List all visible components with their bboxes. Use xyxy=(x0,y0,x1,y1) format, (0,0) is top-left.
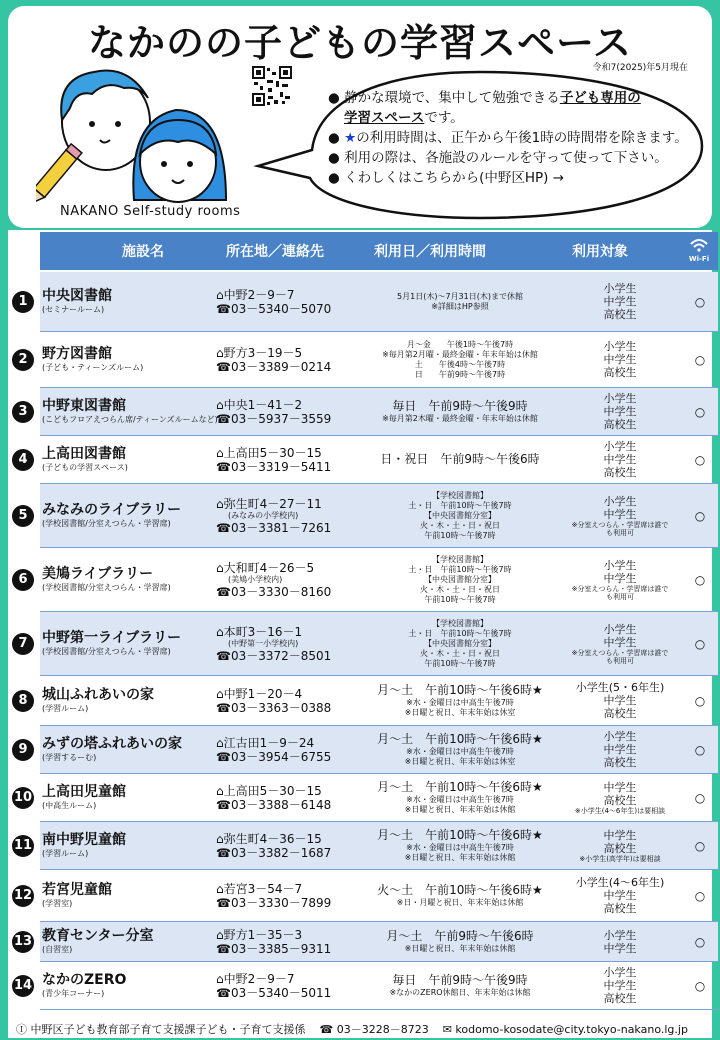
target-item: 小学生 xyxy=(603,282,637,295)
target-note: ※小学生(4～6年生)は要相談 xyxy=(574,806,666,815)
address-line: ⌂江古田1－9－24 xyxy=(216,735,315,750)
row-number: 2 xyxy=(12,349,34,371)
email-line[interactable]: ✉ kodomo-kosodate@city.tokyo-nakano.lg.jp xyxy=(442,1022,688,1036)
facility-room: (青少年コーナー) xyxy=(42,989,105,998)
phone-icon: ☎ xyxy=(216,985,231,1000)
facility-room: (中高生ルーム) xyxy=(42,801,97,810)
wifi-available: ○ xyxy=(694,934,706,949)
target-item: 高校生 xyxy=(603,707,637,720)
wifi-available: ○ xyxy=(694,693,706,708)
phone-icon: ☎ xyxy=(216,520,231,535)
address-line: ⌂中野2－9－7 xyxy=(216,287,295,302)
hours-main: 日・祝日 午前9時～午後6時 xyxy=(380,452,540,466)
target-item: 中学生 xyxy=(603,571,637,585)
facility-room: (学習ルーム) xyxy=(42,849,89,858)
address-line: ⌂野方3－19－5 xyxy=(216,345,303,360)
address-line: ⌂中央1－41－2 xyxy=(216,397,303,412)
hours-main: 月～土 午前10時～午後6時★ xyxy=(377,780,543,794)
wifi-available: ○ xyxy=(694,888,706,903)
hours-note: 【学校図書館】 xyxy=(432,490,488,500)
table-row xyxy=(18,272,718,332)
facility-contact xyxy=(216,625,376,663)
facility-contact xyxy=(216,784,376,812)
address-line: ⌂本町3－16－1 xyxy=(216,624,303,639)
hours-note: ※日曜と祝日、年末年始は休室 xyxy=(404,708,516,717)
hours-main: 月～土 午前10時～午後6時★ xyxy=(377,732,543,746)
facility-target xyxy=(570,495,670,537)
facility-title: 若宮児童館 xyxy=(42,882,112,898)
facility-hours xyxy=(376,732,544,767)
facility-title: みなみのライブラリー xyxy=(42,502,182,518)
phone-line[interactable]: ☎03－3382－1687 xyxy=(216,845,332,860)
col-target: 利用対象 xyxy=(572,244,628,260)
dept-line: Ⓘ 中野区子ども教育部子育て支援課子ども・子育て支援係 xyxy=(16,1023,306,1036)
phone-line[interactable]: ☎03－3954－6755 xyxy=(216,749,332,764)
col-wifi: Wi-Fi xyxy=(680,238,718,264)
facility-contact xyxy=(216,497,376,535)
phone-line[interactable]: ☎03－3389－0214 xyxy=(216,359,332,374)
facility-name xyxy=(42,566,224,593)
target-item: 小学生 xyxy=(603,392,637,405)
target-item: 高校生 xyxy=(603,756,637,769)
row-number: 11 xyxy=(12,835,34,857)
address-line: ⌂野方1－35－3 xyxy=(216,927,303,942)
home-icon: ⌂ xyxy=(216,735,224,750)
facility-name xyxy=(42,832,224,859)
phone-line[interactable]: ☎03－3363－0388 xyxy=(216,700,332,715)
facility-title: なかのZERO xyxy=(42,972,127,988)
wifi-available: ○ xyxy=(694,838,706,853)
facility-hours xyxy=(376,399,544,424)
facility-title: 南中野児童館 xyxy=(42,832,126,848)
phone-line[interactable]: ☎03－5340－5011 xyxy=(216,985,332,1000)
speech-bubble xyxy=(252,66,708,224)
target-note: ※分室えつらん・学習席は誰でも利用可 xyxy=(571,584,669,601)
hours-note: 午前10時～午後7時 xyxy=(424,530,496,540)
info-line-2: 学習スペースです。 xyxy=(344,110,464,126)
home-icon: ⌂ xyxy=(216,831,224,846)
home-icon: ⌂ xyxy=(216,783,224,798)
star-icon: ★ xyxy=(344,130,357,146)
phone-icon: ☎ xyxy=(216,648,231,663)
target-item: 高校生 xyxy=(603,418,637,431)
home-icon: ⌂ xyxy=(216,560,224,575)
hours-note: 5月1日(木)～7月31日(木)まで休館 xyxy=(397,291,523,301)
target-item: 小学生 xyxy=(603,494,637,508)
facility-contact xyxy=(216,446,376,474)
hours-note: ※日曜と祝日、年末年始は休館 xyxy=(404,853,516,862)
target-item: 小学生 xyxy=(603,928,637,942)
table-row xyxy=(18,388,718,436)
hours-main: 毎日 午前9時～午後9時 xyxy=(392,973,528,987)
row-number: 7 xyxy=(12,633,34,655)
phone-line[interactable]: ☎03－5340－5070 xyxy=(216,301,332,316)
hours-main: 火～土 午前10時～午後6時★ xyxy=(377,883,543,897)
hours-note: 日 午前9時～午後7時 xyxy=(414,369,506,379)
facility-name xyxy=(42,928,224,955)
phone-line[interactable]: ☎03－3319－5411 xyxy=(216,459,332,474)
target-item: 高校生 xyxy=(603,841,637,855)
header-panel xyxy=(8,6,712,228)
facility-contact xyxy=(216,736,376,764)
row-number: 9 xyxy=(12,739,34,761)
hours-note: 【中央図書館分室】 xyxy=(424,510,496,520)
table-row xyxy=(18,726,718,774)
table-row xyxy=(13,870,718,922)
facility-target xyxy=(570,559,670,601)
target-item: 中学生 xyxy=(603,507,637,521)
target-item: 中学生 xyxy=(603,941,637,955)
address-line: ⌂弥生町4－27－11 xyxy=(216,496,322,511)
footer xyxy=(8,1020,712,1038)
target-item: 小学生(4～6年生) xyxy=(575,876,665,889)
table-row xyxy=(18,436,718,484)
target-item: 小学生 xyxy=(603,558,637,572)
phone-icon: ☎ xyxy=(216,700,231,715)
facility-title: 中央図書館 xyxy=(42,288,112,304)
facility-room: (子どもの学習スペース) xyxy=(42,463,128,472)
hours-main: 月～土 午前10時～午後6時★ xyxy=(377,683,543,697)
phone-line[interactable]: ☎03－3330－7899 xyxy=(216,895,332,910)
facility-room: (こどもフロアえつらん席/ティーンズルームなど) xyxy=(42,415,218,424)
facility-hours xyxy=(376,491,544,541)
facility-name xyxy=(42,687,224,714)
wifi-available: ○ xyxy=(694,294,706,309)
facility-target xyxy=(570,829,670,863)
address-line: ⌂若宮3－54－7 xyxy=(216,881,303,896)
qr-code-icon[interactable] xyxy=(252,66,292,106)
facility-hours xyxy=(376,452,544,467)
hours-note: ※毎月第2月曜・最終金曜・年末年始は休館 xyxy=(382,349,538,359)
phone-icon: ☎ xyxy=(216,797,231,812)
info-line-4: ● 利用の際は、各施設のルールを守って使って下さい。 xyxy=(328,150,668,166)
facility-room: (自習室) xyxy=(42,945,73,954)
hours-note: ※毎月第2木曜・最終金曜・年末年始は休館 xyxy=(382,414,538,423)
home-icon: ⌂ xyxy=(216,686,224,701)
row-number: 3 xyxy=(12,401,34,423)
phone-line[interactable]: ☎03－3388－6148 xyxy=(216,797,332,812)
facility-title: 美鳩ライブラリー xyxy=(42,566,154,582)
phone-line[interactable]: ☎03－3372－8501 xyxy=(216,648,332,663)
table-row xyxy=(18,484,718,548)
target-item: 中学生 xyxy=(603,353,637,366)
facility-hours xyxy=(376,555,544,605)
hours-note: 火・木・土・日・祝日 xyxy=(420,584,500,594)
hours-note: 月～金 午後1時～午後7時 xyxy=(406,339,514,349)
facility-contact xyxy=(216,398,376,426)
phone-icon: ☎ xyxy=(216,845,231,860)
table-row xyxy=(13,822,718,870)
facility-name xyxy=(42,502,224,529)
target-item: 小学生 xyxy=(603,730,637,743)
phone-icon: ☎ xyxy=(216,749,231,764)
info-line-5: ● くわしくはこちらから(中野区HP) → xyxy=(328,170,564,186)
hours-note: 火・木・土・日・祝日 xyxy=(420,520,500,530)
phone-icon: ☎ xyxy=(216,941,231,956)
facility-contact xyxy=(216,346,376,374)
hours-note: 午前10時～午後7時 xyxy=(424,658,496,668)
info-lines xyxy=(328,88,708,188)
hours-note: ※水・金曜日は中高生午後7時 xyxy=(406,698,514,707)
table-row xyxy=(18,676,718,726)
row-number: 12 xyxy=(12,885,34,907)
address-line: ⌂大和町4－26－5 xyxy=(216,560,315,575)
home-icon: ⌂ xyxy=(216,927,224,942)
phone-icon: ☎ xyxy=(216,301,231,316)
facility-name xyxy=(42,736,224,763)
target-note: ※小学生(高学年)は要相談 xyxy=(579,854,661,863)
target-item: 中学生 xyxy=(603,979,637,992)
facility-hours xyxy=(376,780,544,815)
table-row xyxy=(18,332,718,388)
hours-note: 火・木・土・日・祝日 xyxy=(420,648,500,658)
phone-icon: ☎ xyxy=(216,411,231,426)
facility-title: 教育センター分室 xyxy=(42,928,154,944)
children-illustration xyxy=(36,50,246,210)
address-note: (美鳩小学校内) xyxy=(228,574,283,584)
phone-line[interactable]: ☎03－3381－7261 xyxy=(216,520,332,535)
target-item: 中学生 xyxy=(603,635,637,649)
table-row xyxy=(13,962,718,1010)
facility-hours xyxy=(376,973,544,998)
col-name: 施設名 xyxy=(122,244,164,260)
facility-title: みずの塔ふれあいの家 xyxy=(42,736,182,752)
home-icon: ⌂ xyxy=(216,287,224,302)
wifi-icon xyxy=(689,238,709,252)
target-item: 中学生 xyxy=(603,295,637,308)
row-number: 4 xyxy=(12,449,34,471)
hours-note: ※日曜と祝日、年末年始は休館 xyxy=(404,805,516,814)
table-row xyxy=(18,612,718,676)
target-item: 小学生 xyxy=(603,340,637,353)
table-row xyxy=(18,548,718,612)
facility-room: (セミナールーム) xyxy=(42,305,105,314)
hours-note: ※水・金曜日は中高生午後7時 xyxy=(406,795,514,804)
facility-name xyxy=(42,346,224,373)
address-line: ⌂上高田5－30－15 xyxy=(216,445,322,460)
wifi-available: ○ xyxy=(694,352,706,367)
facility-target xyxy=(570,929,670,955)
facility-target xyxy=(570,340,670,379)
facility-room: (学習するーむ) xyxy=(42,753,97,762)
hours-note: 土・日 午前10時～午後7時 xyxy=(408,564,512,574)
facility-name xyxy=(42,972,224,999)
wifi-available: ○ xyxy=(694,572,706,587)
target-item: 中学生 xyxy=(603,405,637,418)
wifi-available: ○ xyxy=(694,978,706,993)
target-item: 中学生 xyxy=(603,889,637,902)
facility-title: 中野東図書館 xyxy=(42,398,126,414)
row-number: 6 xyxy=(12,569,34,591)
phone-icon: ☎ xyxy=(216,459,231,474)
facility-title: 上高田児童館 xyxy=(42,784,126,800)
phone-line[interactable]: ☎03－3385－9311 xyxy=(216,941,332,956)
hours-note: 午前10時～午後7時 xyxy=(424,594,496,604)
wifi-available: ○ xyxy=(694,790,706,805)
facility-hours xyxy=(376,828,544,863)
facility-room: (学校図書館/分室えつらん・学習席) xyxy=(42,519,171,528)
facility-title: 野方図書館 xyxy=(42,346,112,362)
col-address: 所在地／連絡先 xyxy=(226,244,324,260)
facility-hours xyxy=(376,683,544,718)
hours-note: 土・日 午前10時～午後7時 xyxy=(408,500,512,510)
phone-icon: ☎ xyxy=(216,359,231,374)
facility-contact xyxy=(216,561,376,599)
target-item: 中学生 xyxy=(603,743,637,756)
hours-note: 【中央図書館分室】 xyxy=(424,638,496,648)
facility-room: (学校図書館/分室えつらん・学習席) xyxy=(42,647,171,656)
row-number: 8 xyxy=(12,690,34,712)
phone-icon: ☎ xyxy=(216,895,231,910)
address-line: ⌂中野2－9－7 xyxy=(216,971,295,986)
facility-target xyxy=(570,876,670,915)
facility-hours xyxy=(376,929,544,954)
home-icon: ⌂ xyxy=(216,881,224,896)
target-item: 小学生 xyxy=(603,966,637,979)
target-item: 小学生 xyxy=(603,622,637,636)
facility-contact xyxy=(216,882,376,910)
col-hours: 利用日／利用時間 xyxy=(374,244,486,260)
facility-table xyxy=(8,230,712,1020)
facility-room: (子ども・ティーンズルーム) xyxy=(42,363,144,372)
home-icon: ⌂ xyxy=(216,445,224,460)
facility-target xyxy=(570,392,670,431)
target-item: 中学生 xyxy=(603,694,637,707)
facility-name xyxy=(42,630,224,657)
hours-note: 【学校図書館】 xyxy=(432,618,488,628)
hours-note: ※日曜と祝日、年末年始は休館 xyxy=(404,944,516,953)
target-item: 中学生 xyxy=(603,453,637,466)
facility-target xyxy=(570,730,670,769)
hours-note: ※詳細はHP参照 xyxy=(431,301,489,311)
target-item: 小学生(5・6年生) xyxy=(575,681,665,694)
home-icon: ⌂ xyxy=(216,496,224,511)
address-note: (中野第一小学校内) xyxy=(228,638,299,648)
facility-title: 中野第一ライブラリー xyxy=(42,630,182,646)
phone-line[interactable]: ☎03－5937－3559 xyxy=(216,411,332,426)
wifi-available: ○ xyxy=(694,404,706,419)
facility-target xyxy=(570,623,670,665)
target-item: 高校生 xyxy=(603,308,637,321)
phone-line[interactable]: ☎03－3330－8160 xyxy=(216,584,332,599)
facility-target xyxy=(570,440,670,479)
target-item: 小学生 xyxy=(603,440,637,453)
target-note: ※分室えつらん・学習席は誰でも利用可 xyxy=(571,520,669,537)
as-of-date: 令和7(2025)年5月現在 xyxy=(592,63,688,73)
hours-note: ※なかのZERO休館日、年末年始は休館 xyxy=(389,988,531,997)
hours-note: 土・日 午前10時～午後7時 xyxy=(408,628,512,638)
facility-hours xyxy=(376,292,544,312)
info-line-1: ● 静かな環境で、集中して勉強できる子ども専用の xyxy=(328,90,641,106)
hours-note: ※水・金曜日は中高生午後7時 xyxy=(406,747,514,756)
facility-name xyxy=(42,784,224,811)
facility-room: (学習室) xyxy=(42,899,73,908)
page-title: なかのの子どもの学習スペース xyxy=(87,21,633,65)
row-number: 14 xyxy=(12,975,34,997)
hours-note: ※水・金曜日は中高生午後7時 xyxy=(406,843,514,852)
facility-name xyxy=(42,446,224,473)
facility-target xyxy=(570,282,670,321)
target-item: 高校生 xyxy=(603,366,637,379)
row-number: 5 xyxy=(12,505,34,527)
hours-note: 【中央図書館分室】 xyxy=(424,574,496,584)
facility-contact xyxy=(216,972,376,1000)
facility-hours xyxy=(376,883,544,908)
phone-icon: ☎ xyxy=(216,584,231,599)
hours-note: 【学校図書館】 xyxy=(432,554,488,564)
wifi-available: ○ xyxy=(694,508,706,523)
home-icon: ⌂ xyxy=(216,397,224,412)
facility-target xyxy=(570,781,670,815)
facility-name xyxy=(42,288,224,315)
hours-note: ※日・月曜と祝日、年末年始は休館 xyxy=(396,898,524,907)
facility-title: 上高田図書館 xyxy=(42,446,126,462)
phone-line: ☎ 03－3228－8723 xyxy=(319,1023,429,1036)
target-item: 中学生 xyxy=(603,780,637,794)
table-row xyxy=(13,922,718,962)
target-item: 高校生 xyxy=(603,466,637,479)
wifi-available: ○ xyxy=(694,452,706,467)
facility-target xyxy=(570,966,670,1005)
facility-contact xyxy=(216,687,376,715)
home-icon: ⌂ xyxy=(216,624,224,639)
row-number: 1 xyxy=(12,291,34,313)
hours-main: 毎日 午前9時～午後9時 xyxy=(392,399,528,413)
facility-room: (学校図書館/分室えつらん・学習席) xyxy=(42,583,171,592)
facility-hours xyxy=(376,340,544,380)
info-line-3: ● ★の利用時間は、正午から午後1時の時間帯を除きます。 xyxy=(328,130,688,146)
address-line: ⌂上高田5－30－15 xyxy=(216,783,322,798)
facility-contact xyxy=(216,288,376,316)
facility-contact xyxy=(216,928,376,956)
hours-note: 土 午後4時～午後7時 xyxy=(414,359,506,369)
facility-hours xyxy=(376,619,544,669)
hours-main: 月～土 午前9時～午後6時 xyxy=(386,929,534,943)
address-note: (みなみの小学校内) xyxy=(228,510,299,520)
target-item: 高校生 xyxy=(603,793,637,807)
facility-title: 城山ふれあいの家 xyxy=(42,687,154,703)
wifi-available: ○ xyxy=(694,636,706,651)
facility-room: (学習ルーム) xyxy=(42,704,89,713)
wifi-available: ○ xyxy=(694,742,706,757)
home-icon: ⌂ xyxy=(216,971,224,986)
facility-target xyxy=(570,681,670,720)
target-note: ※分室えつらん・学習席は誰でも利用可 xyxy=(571,648,669,665)
table-header xyxy=(40,232,718,270)
target-item: 高校生 xyxy=(603,992,637,1005)
facility-contact xyxy=(216,832,376,860)
target-item: 中学生 xyxy=(603,828,637,842)
address-line: ⌂弥生町4－36－15 xyxy=(216,831,322,846)
english-subtitle: NAKANO Self-study rooms xyxy=(60,204,241,219)
row-number: 13 xyxy=(12,931,34,953)
target-item: 高校生 xyxy=(603,902,637,915)
row-number: 10 xyxy=(12,787,34,809)
hours-note: ※日曜と祝日、年末年始は休室 xyxy=(404,757,516,766)
address-line: ⌂中野1－20－4 xyxy=(216,686,303,701)
hours-main: 月～土 午前10時～午後6時★ xyxy=(377,828,543,842)
facility-name xyxy=(42,882,224,909)
facility-name xyxy=(42,398,224,425)
home-icon: ⌂ xyxy=(216,345,224,360)
table-row xyxy=(13,774,718,822)
